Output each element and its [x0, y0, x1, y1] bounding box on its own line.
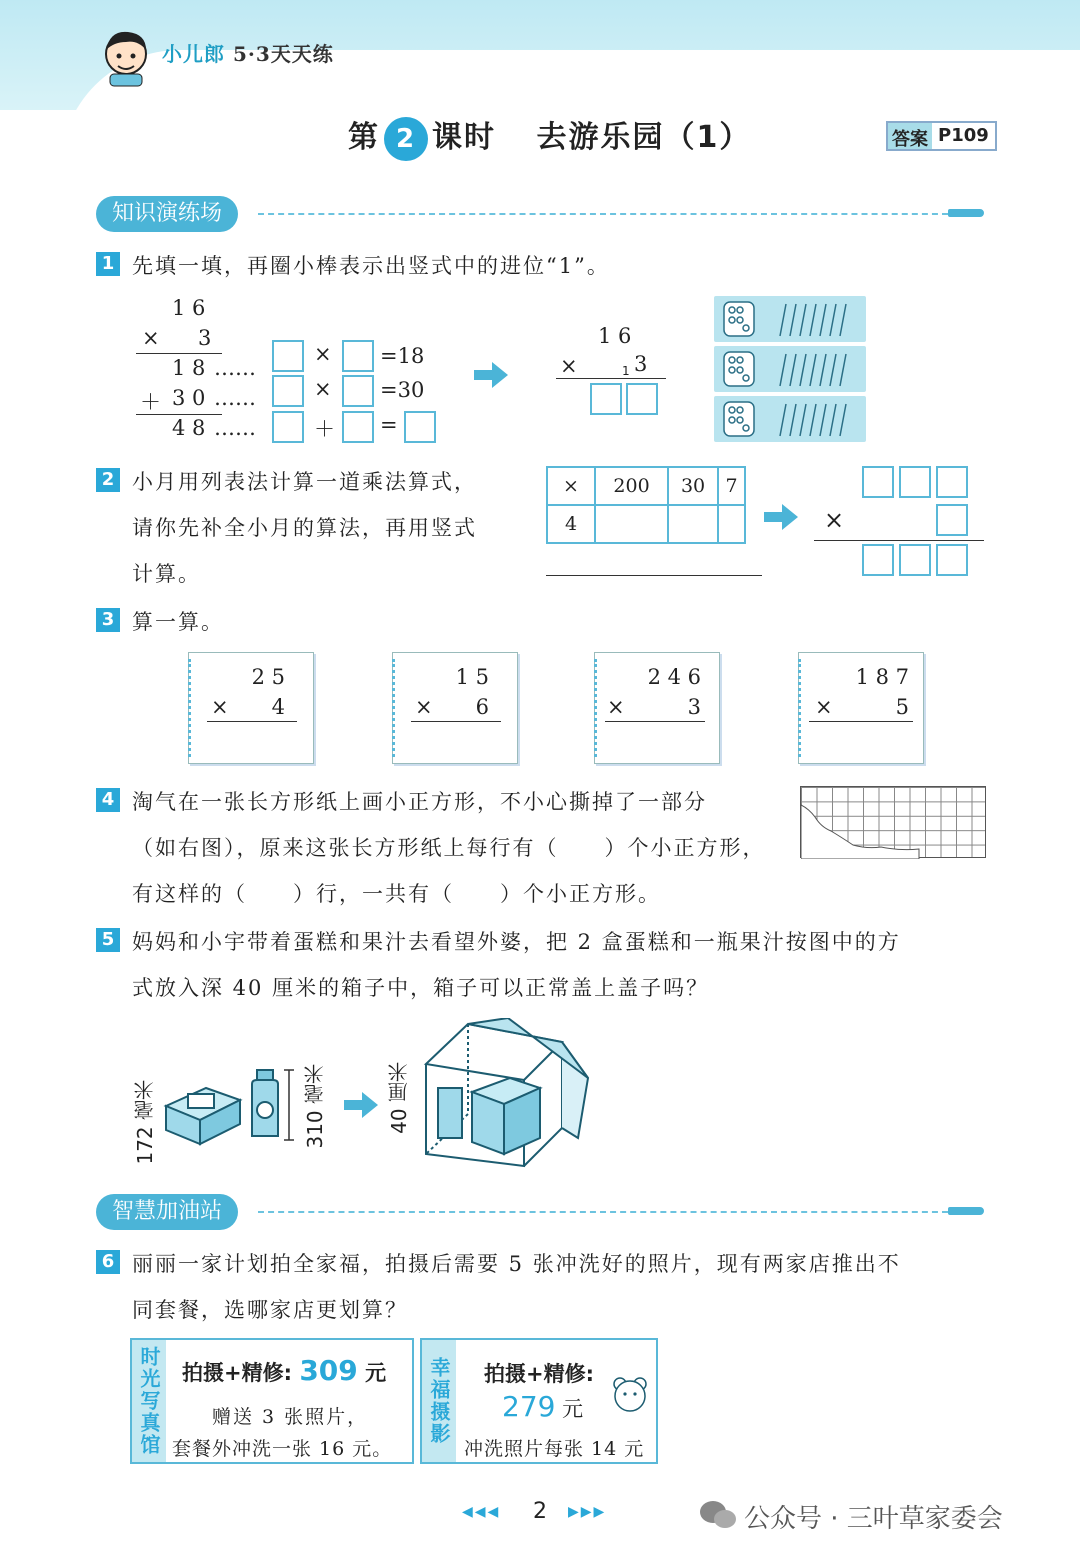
answer-box[interactable] — [272, 375, 304, 407]
answer-page: P109 — [932, 123, 995, 149]
calc-dots: …… — [214, 356, 256, 380]
lesson-number: 2 — [384, 117, 428, 161]
binding-holes — [594, 659, 598, 757]
question-text: 式放入深 40 厘米的箱子中，箱子可以正常盖上盖子吗？ — [132, 976, 710, 1000]
table-head: × — [547, 467, 595, 505]
multiplication-table — [546, 466, 746, 544]
eq-sign: = — [380, 413, 398, 437]
table-head: 200 — [595, 467, 668, 505]
question-number: 1 — [96, 252, 120, 276]
package-label: 拍摄+精修: — [484, 1362, 594, 1386]
package-label: 拍摄+精修: — [182, 1361, 292, 1385]
answer-box[interactable] — [404, 411, 436, 443]
question-text: 小月用列表法计算一道乘法算式， — [132, 470, 477, 494]
pencil-icon — [948, 209, 984, 217]
calc-dots: …… — [214, 416, 256, 440]
answer-box[interactable] — [936, 544, 968, 576]
juice-bottle-illustration — [248, 1068, 282, 1140]
calc-line — [556, 378, 666, 379]
answer-box[interactable] — [899, 466, 931, 498]
question-text: 淘气在一张长方形纸上画小正方形，不小心撕掉了一部分 — [132, 790, 707, 814]
answer-box[interactable] — [862, 466, 894, 498]
calc-mul: 3 — [198, 326, 212, 350]
calc-sum: 4 8 — [172, 416, 206, 440]
calc-times: × — [142, 326, 160, 350]
question-text: 妈妈和小宇带着蛋糕和果汁去看望外婆，把 2 盒蛋糕和一瓶果汁按图中的方 — [132, 930, 901, 954]
section-divider — [258, 1211, 948, 1213]
question-text: 算一算。 — [132, 610, 224, 634]
calc-dots: …… — [214, 386, 256, 410]
note-times: × — [815, 695, 833, 719]
answer-box[interactable] — [899, 544, 931, 576]
calc-note-card[interactable] — [798, 652, 924, 764]
binding-holes — [392, 659, 396, 757]
box-depth-label: 40 厘米 — [387, 1062, 411, 1134]
right-calc-top: 1 6 — [598, 324, 632, 348]
table-cell[interactable] — [595, 505, 668, 543]
note-top: 1 5 — [455, 665, 489, 689]
table-cell[interactable] — [718, 505, 745, 543]
next-arrows-icon: ▶▶▶ — [568, 1504, 607, 1520]
watermark: 公众号 · 三叶草家委会 — [744, 1504, 1003, 1534]
arrow-right-icon — [764, 504, 798, 530]
calc-plus: ＋ — [140, 390, 161, 414]
answer-line[interactable] — [546, 575, 762, 576]
question-text: 先填一填，再圈小棒表示出竖式中的进位“1”。 — [132, 254, 610, 278]
shop-card-b — [420, 1338, 658, 1464]
answer-box[interactable] — [936, 466, 968, 498]
calc-line — [814, 540, 984, 541]
sticks-bundle-row[interactable] — [714, 296, 866, 342]
lesson-title — [348, 112, 751, 161]
calc-line — [136, 414, 222, 415]
prev-arrows-icon: ◀◀◀ — [462, 1504, 501, 1520]
calc-line — [207, 721, 297, 722]
question-number: 6 — [96, 1250, 120, 1274]
sticks-bundle-row[interactable] — [714, 346, 866, 392]
note-bot: 3 — [687, 695, 701, 719]
right-calc-mul: 3 — [634, 352, 648, 376]
binding-holes — [798, 659, 802, 757]
calc-note-card[interactable] — [392, 652, 518, 764]
times-sign: × — [314, 377, 332, 401]
plus-sign: ＋ — [314, 417, 335, 441]
table-head: 30 — [668, 467, 718, 505]
times-sign: × — [824, 506, 845, 534]
calc-line — [411, 721, 501, 722]
price: 279 — [502, 1390, 556, 1423]
binding-holes — [188, 659, 192, 757]
mascot-icon — [98, 28, 154, 88]
table-row-label: 4 — [547, 505, 595, 543]
shop-name: 幸福摄影 — [422, 1340, 456, 1462]
pencil-icon — [948, 1207, 984, 1215]
answer-badge — [886, 121, 997, 151]
offer-line: 赠送 3 张照片， — [212, 1406, 369, 1428]
shop-card-a — [130, 1338, 414, 1464]
question-number: 2 — [96, 468, 120, 492]
brand — [162, 38, 334, 67]
note-top: 2 5 — [251, 665, 285, 689]
note-top: 1 8 7 — [855, 665, 909, 689]
height-marker — [282, 1068, 296, 1142]
answer-box[interactable] — [272, 340, 304, 372]
lesson-prefix: 第 — [348, 120, 380, 155]
question-number: 4 — [96, 788, 120, 812]
note-times: × — [607, 695, 625, 719]
sticks-bundle-row[interactable] — [714, 396, 866, 442]
answer-box[interactable] — [590, 383, 622, 415]
right-calc-times: × — [560, 354, 578, 378]
question-text: 同套餐，选哪家店更划算？ — [132, 1298, 408, 1322]
eq-30: =30 — [380, 378, 425, 402]
arrow-right-icon — [344, 1092, 378, 1118]
section-divider — [258, 213, 948, 215]
question-text: （如右图），原来这张长方形纸上每行有（ ）个小正方形， — [132, 836, 766, 860]
question-number: 5 — [96, 928, 120, 952]
answer-box[interactable] — [342, 340, 374, 372]
note-bot: 4 — [271, 695, 285, 719]
page-number: 2 — [533, 1499, 547, 1524]
wechat-icon — [698, 1498, 738, 1532]
table-head: 7 — [718, 467, 745, 505]
note-bot: 6 — [475, 695, 489, 719]
times-sign: × — [314, 342, 332, 366]
calc-partial-2: 3 0 — [172, 386, 206, 410]
calc-line — [136, 353, 222, 354]
question-text: 计算。 — [132, 562, 201, 586]
note-bot: 5 — [895, 695, 909, 719]
calc-line — [809, 721, 913, 722]
price-unit: 元 — [365, 1361, 387, 1385]
calc-note-card[interactable] — [188, 652, 314, 764]
question-number: 3 — [96, 608, 120, 632]
calc-note-card[interactable] — [594, 652, 720, 764]
answer-box[interactable] — [342, 411, 374, 443]
answer-box[interactable] — [936, 504, 968, 536]
cake-height-label: 172 毫米 — [133, 1080, 157, 1165]
torn-grid-paper — [800, 786, 986, 858]
question-text: 有这样的（ ）行，一共有（ ）个小正方形。 — [132, 882, 661, 906]
note-top: 2 4 6 — [647, 665, 701, 689]
calc-top: 1 6 — [172, 296, 206, 320]
packing-box-illustration — [412, 1018, 602, 1168]
brand-name: 小儿郎 — [162, 42, 225, 66]
question-text: 请你先补全小月的算法，再用竖式 — [132, 516, 477, 540]
bear-icon — [610, 1374, 650, 1414]
cake-box-illustration — [160, 1070, 244, 1150]
shop-name: 时光写真馆 — [132, 1340, 166, 1462]
price: 309 — [299, 1354, 358, 1387]
table-cell[interactable] — [668, 505, 718, 543]
juice-height-label: 310 毫米 — [303, 1064, 327, 1149]
answer-box[interactable] — [342, 375, 374, 407]
extra-print-line: 套餐外冲洗一张 16 元。 — [172, 1438, 393, 1460]
print-price-line: 冲洗照片每张 14 元 — [464, 1438, 645, 1460]
carry-digit: 1 — [622, 364, 630, 378]
lesson-name: 去游乐园（1） — [536, 120, 752, 155]
answer-box[interactable] — [626, 383, 658, 415]
note-times: × — [415, 695, 433, 719]
price-unit: 元 — [562, 1397, 584, 1421]
eq-18: =18 — [380, 344, 425, 368]
answer-label: 答案 — [888, 123, 932, 149]
answer-box[interactable] — [272, 411, 304, 443]
section-pill-practice: 知识演练场 — [96, 196, 238, 232]
note-times: × — [211, 695, 229, 719]
question-text: 丽丽一家计划拍全家福，拍摄后需要 5 张冲洗好的照片，现有两家店推出不 — [132, 1252, 901, 1276]
answer-box[interactable] — [862, 544, 894, 576]
lesson-suffix: 课时 — [432, 120, 496, 155]
section-pill-challenge: 智慧加油站 — [96, 1194, 238, 1230]
calc-line — [605, 721, 705, 722]
brand-series: 5·3天天练 — [232, 42, 334, 66]
calc-partial-1: 1 8 — [172, 356, 206, 380]
arrow-right-icon — [474, 362, 508, 388]
